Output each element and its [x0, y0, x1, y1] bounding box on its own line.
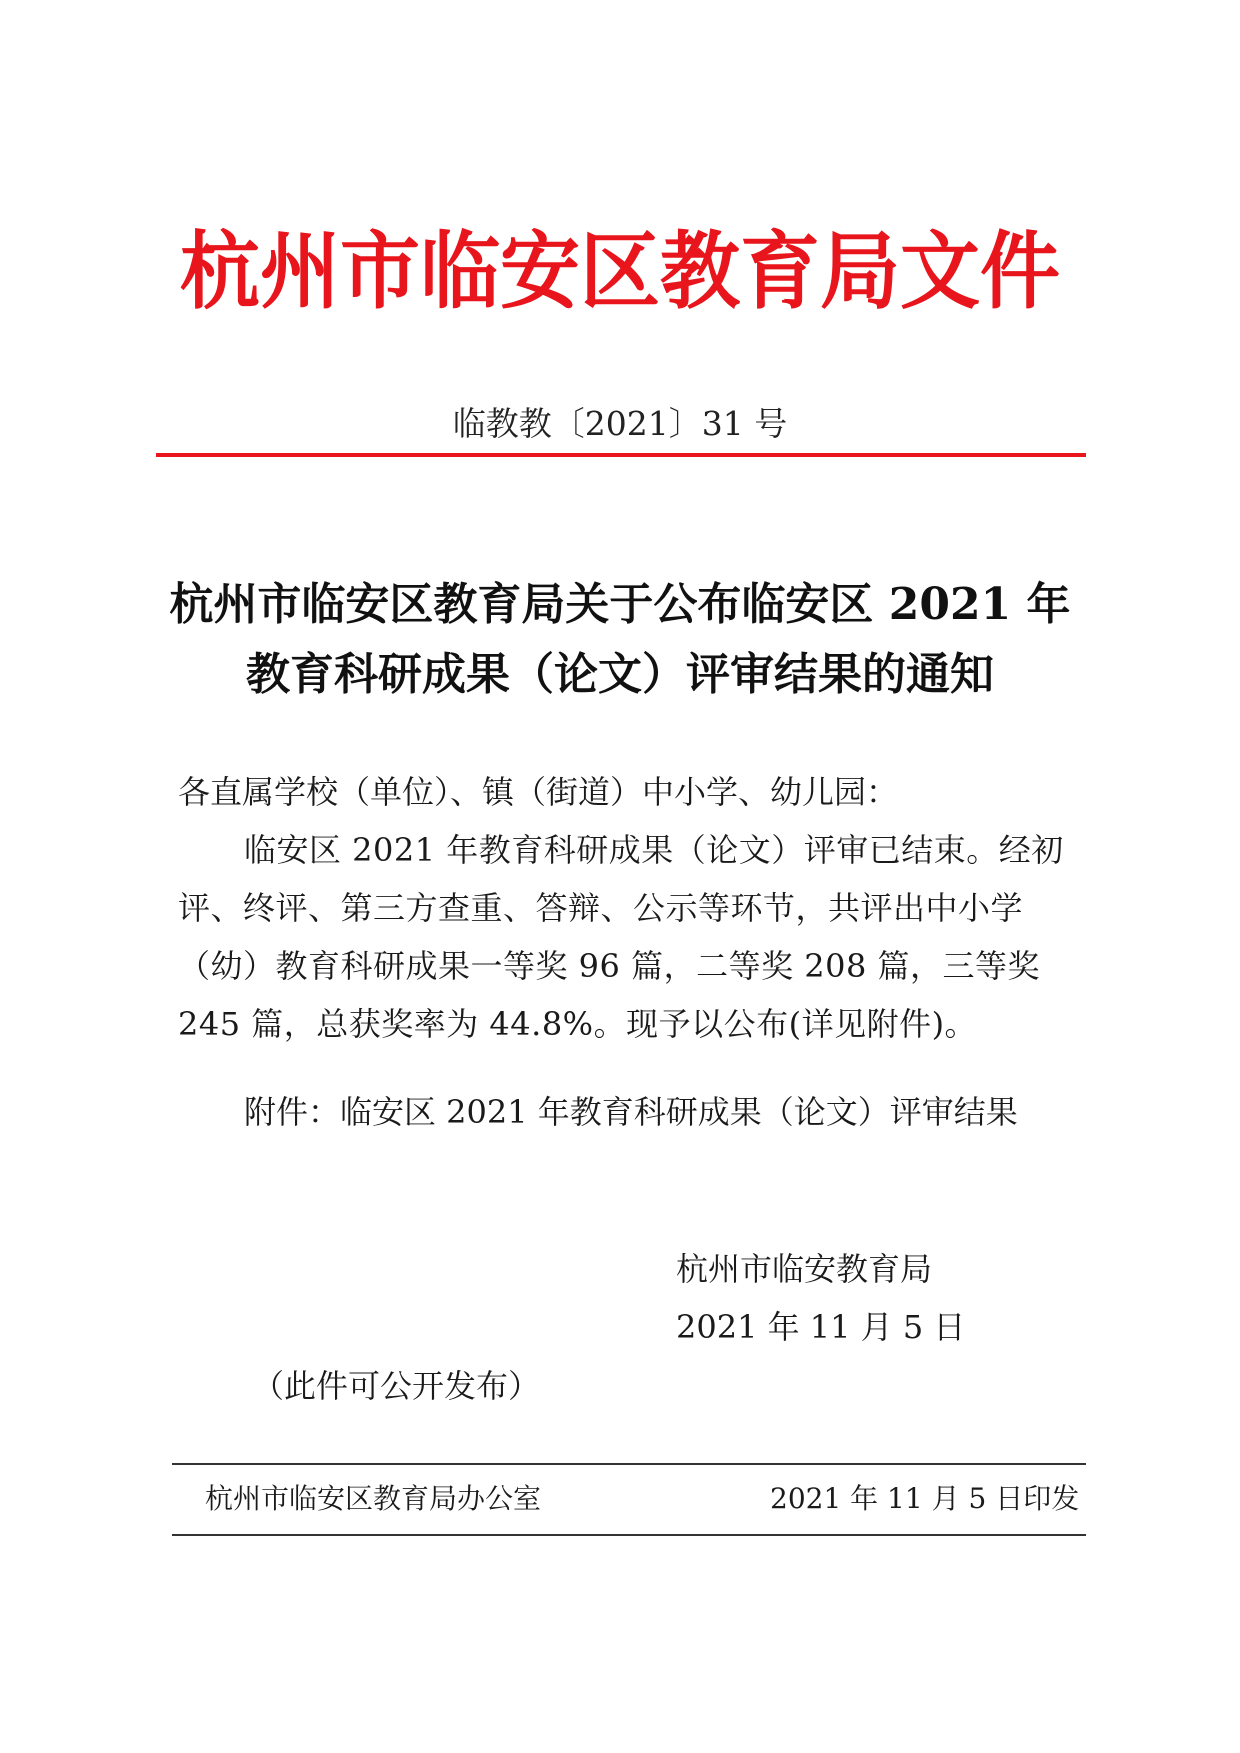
notice-title	[150, 570, 1090, 710]
document-number: 临教教〔2021〕31 号	[452, 404, 788, 443]
notice-title-line-2: 教育科研成果（论文）评审结果的通知	[246, 649, 994, 700]
salutation: 各直属学校（单位）、镇（街道）中小学、幼儿园：	[178, 773, 899, 811]
red-header-divider	[156, 453, 1086, 457]
signature-date: 2021 年 11 月 5 日	[676, 1308, 966, 1346]
footer-office: 杭州市临安区教育局办公室	[205, 1482, 542, 1515]
footer-top-divider	[172, 1463, 1086, 1465]
footer-print-date: 2021 年 11 月 5 日印发	[770, 1482, 1080, 1515]
issuer-signature: 杭州市临安教育局	[676, 1250, 933, 1288]
attachment-line: 附件：临安区 2021 年教育科研成果（论文）评审结果	[244, 1093, 1018, 1131]
document-header-title: 杭州市临安区教育局文件	[180, 222, 1060, 321]
notice-title-line-1: 杭州市临安区教育局关于公布临安区 2021 年	[169, 579, 1071, 630]
footer-bottom-divider	[172, 1534, 1086, 1536]
notice-body-paragraph: 临安区 2021 年教育科研成果（论文）评审已结束。经初评、终评、第三方查重、答辩、公示等环节，共评出中小学（幼）教育科研成果一等奖 96 篇，二等奖 208 篇，三等奖 245 篇，总获奖率为 44.8%。现予以公布(详见附件)。	[178, 831, 1064, 1043]
publication-note: （此件可公开发布）	[252, 1367, 541, 1405]
notice-body	[178, 821, 1083, 1053]
